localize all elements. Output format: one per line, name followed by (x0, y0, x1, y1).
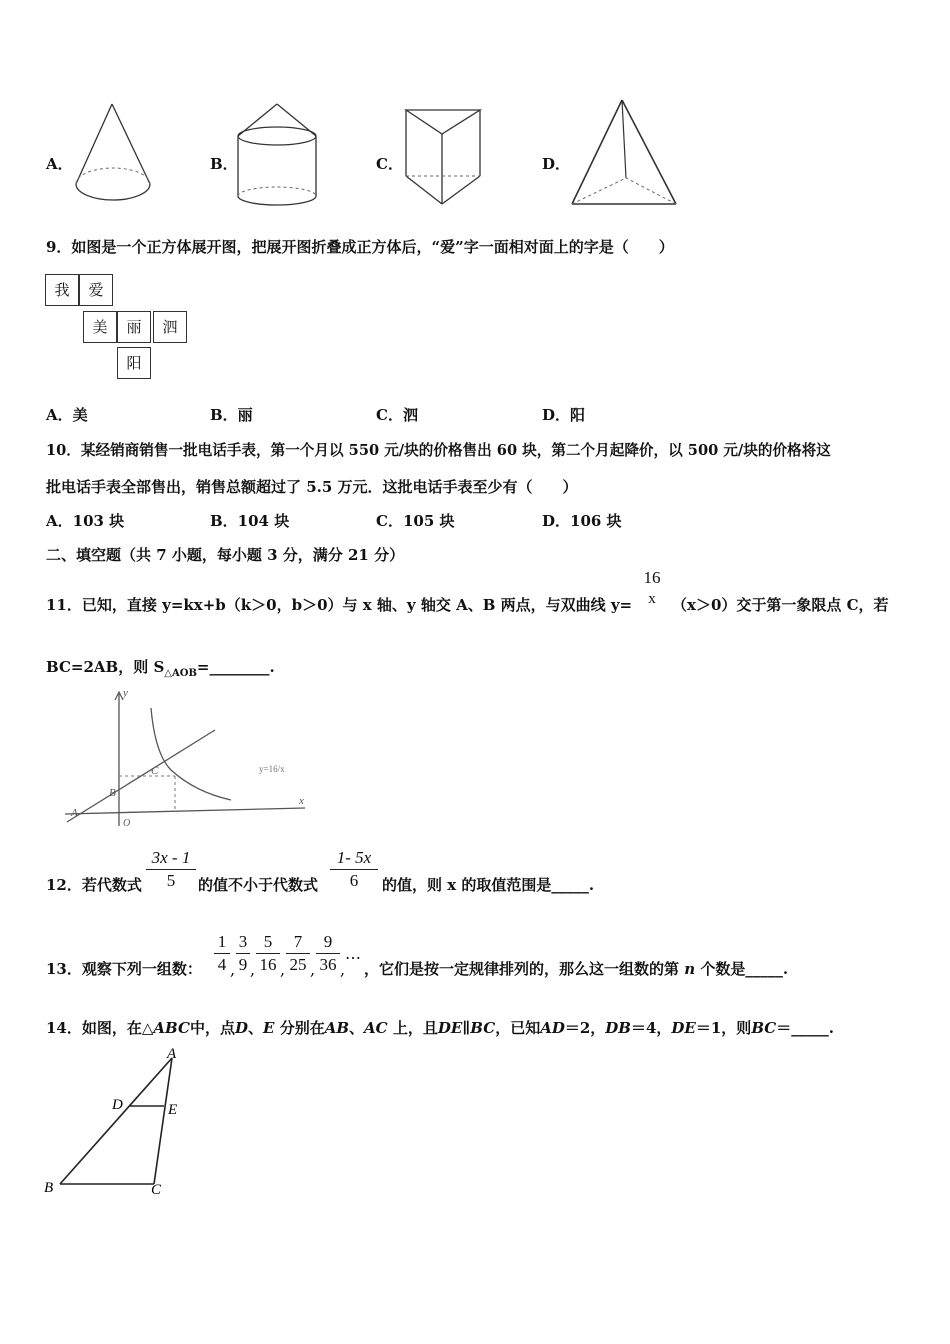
q12-text-part1: 12．若代数式 (46, 876, 142, 894)
q14-ad: AD (540, 1019, 565, 1037)
graph-label-y: y (123, 687, 128, 699)
q10-line-1: 10．某经销商销售一批电话手表，第一个月以 550 元/块的价格售出 60 块，第二个月起降价，以 500 元/块的价格将这 (46, 442, 831, 459)
net-cell-4: 丽 (117, 311, 151, 343)
q14-e: E (263, 1019, 275, 1037)
q12-f1-den: 5 (166, 871, 176, 890)
q11-line2-post: =________. (196, 658, 275, 676)
tri-label-b: B (44, 1180, 54, 1196)
q12-text-part2: 的值不小于代数式 (198, 876, 319, 894)
q14-t5: ，已知 (495, 1019, 541, 1037)
graph-label-c: C (151, 765, 159, 777)
q9-option-c: C．泗 (376, 406, 418, 424)
q13-f3-den: 16 (259, 955, 277, 974)
q12-f2-num: 1- 5x (336, 848, 372, 867)
q11-frac-den: x (648, 591, 656, 607)
q14-sep1: 、 (248, 1019, 264, 1037)
q10-option-b: B．104 块 (210, 512, 290, 530)
triangle-figure (40, 1044, 190, 1204)
q10-option-d: D．106 块 (542, 512, 622, 530)
q13-f4-num: 7 (293, 932, 303, 951)
q13-n: n (684, 960, 696, 978)
graph-label-a: A (71, 807, 78, 819)
graph-label-b: B (109, 787, 116, 799)
q12-fraction-1 (146, 848, 196, 891)
q14-t1: 14．如图，在△ (46, 1019, 154, 1037)
q10-line-2: 批电话手表全部售出，销售总额超过了 5.5 万元．这批电话手表至少有（ ） (46, 478, 578, 496)
q13-f2-den: 9 (238, 955, 248, 974)
q13-comma-5: , (340, 960, 346, 979)
hyperbola-graph (55, 684, 325, 832)
pyramid-figure (566, 96, 682, 212)
q14-v4: ＝_____. (776, 1019, 834, 1037)
q12-f1-num: 3x - 1 (151, 848, 191, 867)
q13-fraction-1 (214, 932, 230, 975)
q8-option-a-label: A． (46, 155, 73, 173)
q11-line2-pre: BC=2AB，则 S (46, 658, 165, 676)
q14-v2: ＝4， (630, 1019, 672, 1037)
q13-comma-1: , (230, 960, 236, 979)
q14-par: ∥ (462, 1019, 471, 1037)
q14-v3: ＝1，则 (695, 1019, 752, 1037)
q14-abc: ABC (153, 1019, 190, 1037)
q10-option-a: A．103 块 (46, 512, 125, 530)
q9-option-b: B．丽 (210, 406, 253, 424)
q13-text-part2 (364, 958, 788, 979)
q14-ac: AC (364, 1019, 388, 1037)
q14-db: DB (605, 1019, 631, 1037)
q14-t4: 上，且 (392, 1019, 438, 1037)
section-heading: 二、填空题（共 7 小题，每小题 3 分，满分 21 分） (46, 546, 405, 564)
q13-f4-den: 25 (289, 955, 307, 974)
q14-de2: DE (671, 1019, 696, 1037)
q13-comma-2: , (250, 960, 256, 979)
tri-label-d: D (112, 1097, 123, 1113)
q14-sep2: 、 (349, 1019, 365, 1037)
net-cell-1: 我 (45, 274, 79, 306)
tri-label-e: E (168, 1102, 178, 1118)
q14-v1: ＝2， (564, 1019, 606, 1037)
q11-fraction (638, 568, 666, 609)
q12-fraction-2 (330, 848, 378, 891)
q9-question-text: 9．如图是一个正方体展开图，把展开图折叠成正方体后，“爱”字一面相对面上的字是（ ） (46, 238, 674, 256)
q14-de: DE (437, 1019, 463, 1037)
tri-label-a: A (167, 1046, 177, 1062)
q13-text-end: 个数是_____. (700, 960, 789, 978)
q13-f3-num: 5 (263, 932, 273, 951)
q9-option-d: D．阳 (542, 406, 586, 424)
q11-text-part2: （x＞0）交于第一象限点 C，若 (672, 596, 889, 614)
q10-option-c: C．105 块 (376, 512, 455, 530)
q14-bc2: BC (751, 1019, 777, 1037)
q12-text-part3: 的值，则 x 的取值范围是_____. (382, 876, 595, 894)
q13-f5-den: 36 (319, 955, 337, 974)
q14-d: D (234, 1019, 248, 1037)
cube-net-figure (45, 274, 193, 384)
net-cell-5: 泗 (153, 311, 187, 343)
graph-label-o: O (123, 818, 131, 829)
q13-f1-num: 1 (217, 932, 227, 951)
q14-bc: BC (470, 1019, 496, 1037)
cone-figure (70, 98, 160, 208)
q13-comma-4: , (310, 960, 316, 979)
q13-f5-num: 9 (323, 932, 333, 951)
q12-f2-den: 6 (349, 871, 359, 890)
q13-f1-den: 4 (217, 955, 227, 974)
q13-f2-num: 3 (238, 932, 248, 951)
q13-ellipsis: … (345, 944, 361, 963)
q8-option-c-label: C． (376, 155, 403, 173)
net-cell-2: 爱 (79, 274, 113, 306)
q13-comma-3: , (280, 960, 286, 979)
q13-text-part1: 13．观察下列一组数： (46, 960, 202, 978)
prism-figure (400, 104, 490, 212)
q9-option-a: A．美 (46, 406, 88, 424)
q13-fraction-2 (236, 932, 250, 975)
q11-text-part1: 11．已知，直接 y=kx+b（k＞0，b＞0）与 x 轴、y 轴交 A、B 两点，与双曲线 y= (46, 596, 633, 614)
net-cell-6: 阳 (117, 347, 151, 379)
q13-fraction-3 (256, 932, 280, 975)
q11-line2-sub: △AOB (164, 668, 197, 679)
graph-curve-label: y=16/x (259, 764, 285, 774)
q14-ab: AB (324, 1019, 350, 1037)
q14-t3: 分别在 (279, 1019, 325, 1037)
q13-text-main: ，它们是按一定规律排列的，那么这一组数的第 (364, 960, 680, 978)
cylinder-cone-figure (232, 100, 324, 212)
graph-label-x: x (299, 795, 304, 807)
q13-fraction-4 (286, 932, 310, 975)
q8-option-d-label: D． (542, 155, 571, 173)
q14-t2: 中，点 (189, 1019, 235, 1037)
q11-line-2 (46, 656, 275, 679)
q14-question-text (46, 1017, 834, 1038)
q13-fraction-5 (316, 932, 340, 975)
q11-frac-num: 16 (643, 568, 661, 587)
tri-label-c: C (151, 1182, 162, 1198)
q8-option-b-label: B． (210, 155, 238, 173)
net-cell-3: 美 (83, 311, 117, 343)
